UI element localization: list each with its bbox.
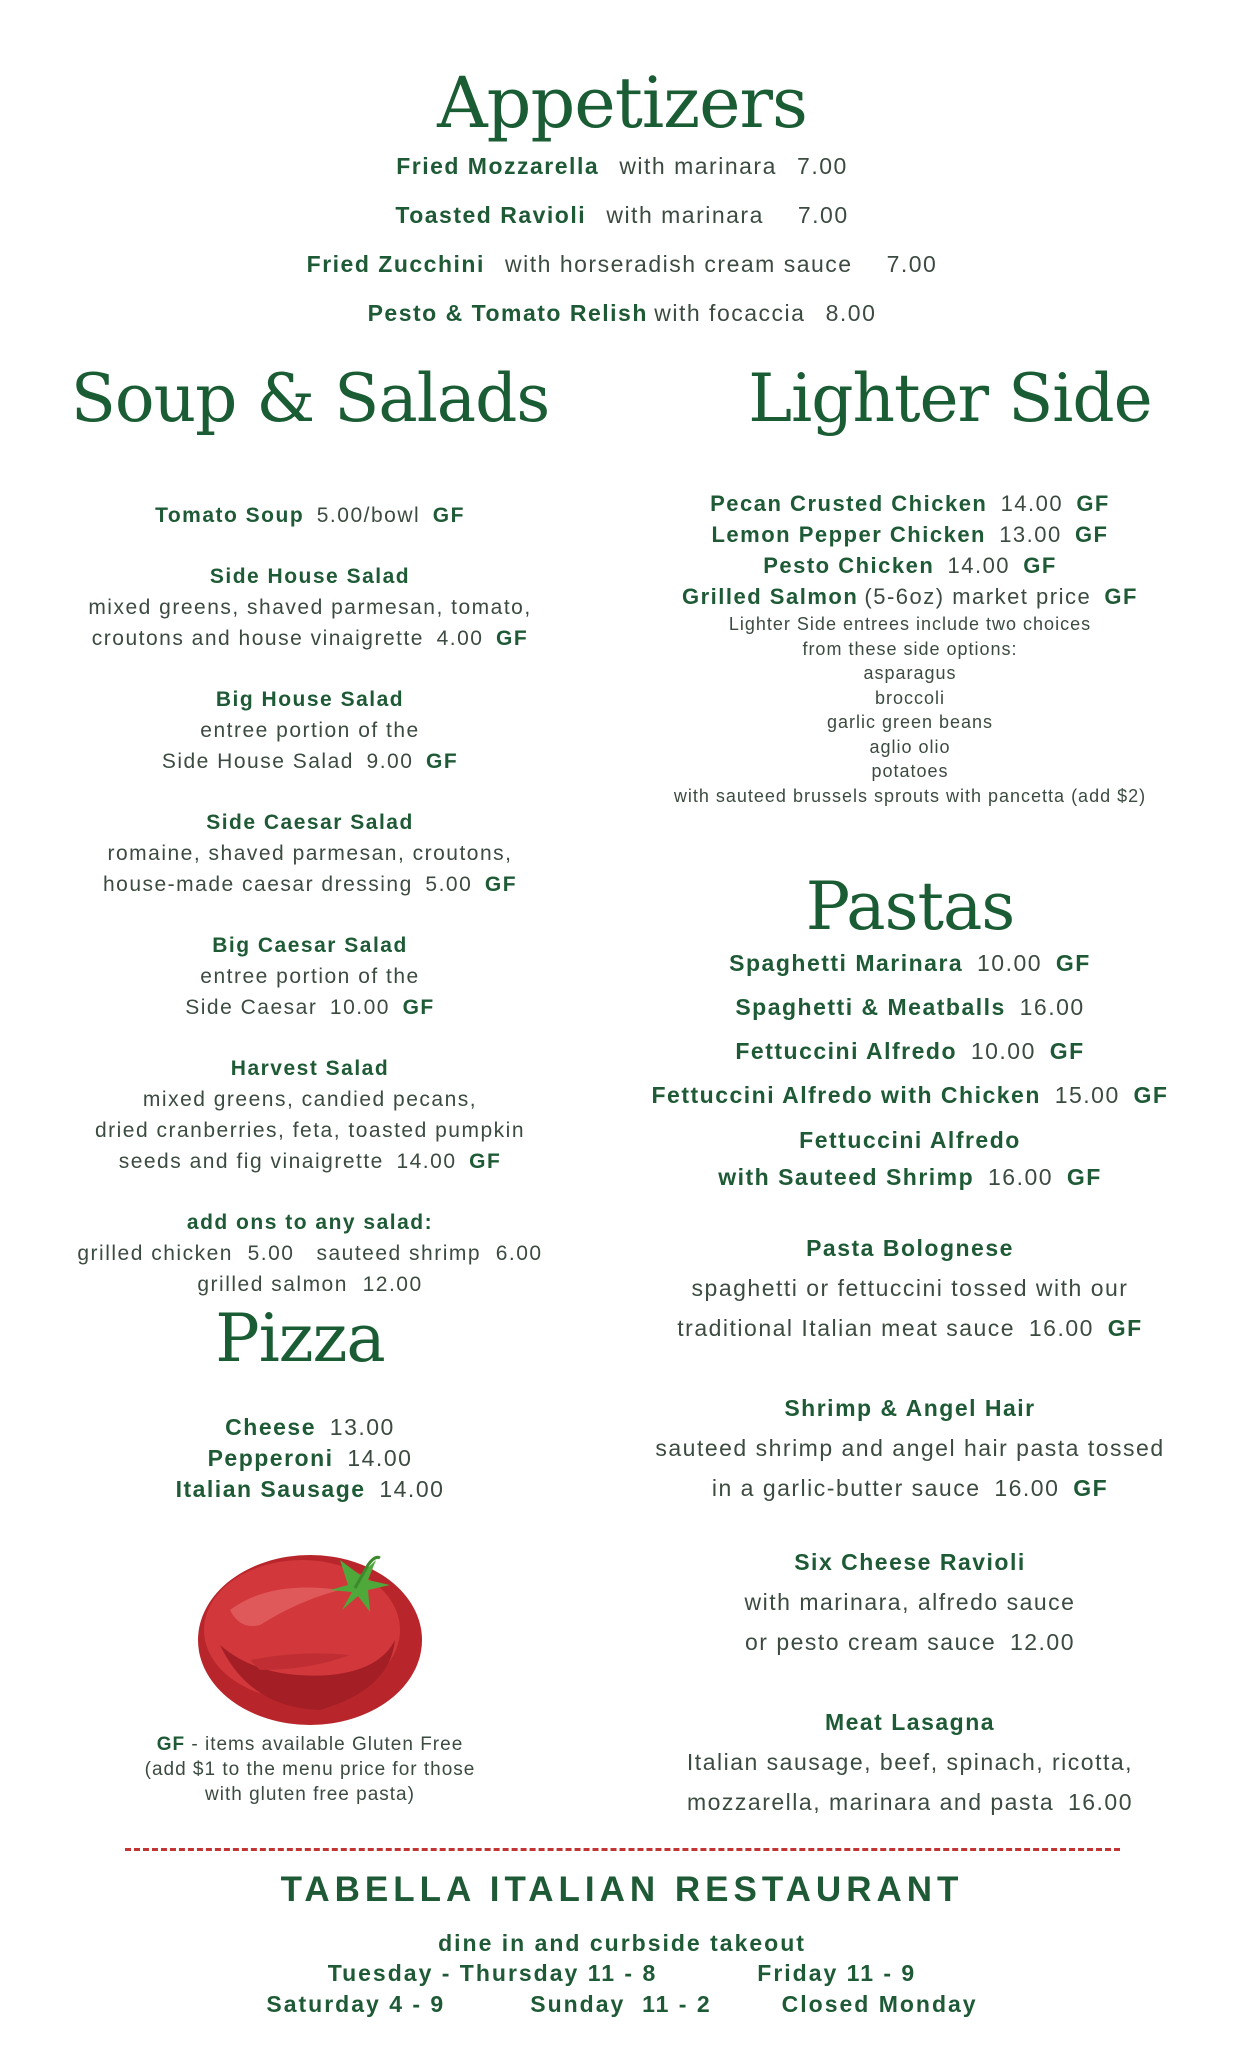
gf-badge: GF [1073,1475,1109,1501]
menu-item-fettuccini-chicken [600,1082,1220,1109]
addons-line: grilled salmon 12.00 [197,1273,423,1296]
item-name: Fried Zucchini [306,251,485,277]
menu-item-side-house-salad [40,561,580,654]
item-price: 10.00 [977,950,1043,976]
item-name: Side House Salad [209,565,411,588]
gf-note-line: with gluten free pasta) [205,1784,415,1805]
item-desc: seeds and fig vinaigrette [118,1150,384,1173]
item-price: 7.00 [886,251,938,277]
item-price: 16.00 [1067,1789,1134,1815]
item-name: Tomato Soup [155,504,305,527]
item-desc: with marinara, alfredo sauce [744,1589,1076,1615]
menu-item-shrimp-angel-hair [600,1388,1220,1508]
item-price: 4.00 [436,627,484,650]
hours-saturday: Saturday 4 - 9 [266,1991,446,2017]
appetizer-item [0,300,1244,327]
item-name: Big Caesar Salad [212,934,408,957]
gf-badge: GF [1066,1164,1102,1190]
lighter-side-sides [600,612,1220,808]
item-price: 14.00 [947,553,1011,578]
item-name: Pesto Chicken [763,553,935,578]
menu-item-big-caesar-salad [40,930,580,1023]
menu-item-pasta-bolognese [600,1228,1220,1348]
item-name: Lemon Pepper Chicken [711,522,986,547]
appetizer-item [0,251,1244,278]
item-price: 14.00 [1000,491,1064,516]
item-name: Big House Salad [215,688,405,711]
side-option: broccoli [874,687,946,708]
item-name: Six Cheese Ravioli [794,1549,1026,1575]
gf-badge: GF [432,504,465,527]
appetizers-heading: Appetizers [437,62,807,144]
gf-badge: GF [402,996,435,1019]
item-name: Pesto & Tomato Relish [367,300,648,326]
item-price: 9.00 [366,750,414,773]
item-desc: or pesto cream sauce [744,1629,997,1655]
hours-row [0,1991,1244,2018]
item-price: 5.00/bowl [316,504,421,527]
lighter-side-list [600,488,1220,612]
item-price: 16.00 [1019,994,1085,1020]
hours-friday: Friday 11 - 9 [757,1960,917,1986]
item-desc: traditional Italian meat sauce [677,1315,1016,1341]
gf-badge: GF [426,750,459,773]
hours-row [0,1960,1244,1987]
gf-badge: GF [1023,553,1057,578]
item-desc: with marinara [619,153,777,179]
sides-note: Lighter Side entrees include two choices [728,614,1092,634]
item-desc: with focaccia [654,300,806,326]
item-name: Fettuccini Alfredo [735,1038,958,1064]
menu-item-fettuccini-shrimp [600,1122,1220,1196]
gf-badge: GF [496,627,529,650]
item-price: 13.00 [329,1414,395,1440]
menu-item-meat-lasagna [600,1702,1220,1822]
gf-badge: GF [1076,491,1110,516]
gf-note-line: - items available Gluten Free [185,1734,464,1755]
item-desc: Side Caesar [185,996,318,1019]
item-desc: entree portion of the [200,719,420,742]
item-price: 16.00 [987,1164,1054,1190]
gf-note-line: (add $1 to the menu price for those [144,1759,476,1780]
side-option: aglio olio [869,736,951,757]
hours-weekday: Tuesday - Thursday 11 - 8 [327,1960,658,1986]
item-price: 13.00 [999,522,1062,547]
restaurant-name: TABELLA ITALIAN RESTAURANT [280,1870,964,1909]
gluten-free-note [100,1732,520,1807]
gf-badge: GF [1107,1315,1143,1341]
item-price: 14.00 [347,1445,413,1471]
item-desc: mixed greens, shaved parmesan, tomato, [88,596,532,619]
service-note: dine in and curbside takeout [438,1930,806,1956]
pizza-list [40,1412,580,1505]
menu-item-big-house-salad [40,684,580,777]
item-desc: Italian sausage, beef, spinach, ricotta, [686,1749,1134,1775]
gf-badge: GF [1133,1082,1169,1108]
gf-badge: GF [1074,522,1109,547]
addons-title: add ons to any salad: [186,1211,434,1234]
item-name: Fettuccini Alfredo with Chicken [651,1082,1041,1108]
item-desc: with marinara [606,202,764,228]
item-price: 7.00 [797,153,848,179]
item-price: 12.00 [1009,1629,1076,1655]
item-price: 16.00 [994,1475,1060,1501]
footer-divider [125,1848,1120,1851]
item-name: Toasted Ravioli [395,202,587,228]
item-desc: dried cranberries, feta, toasted pumpkin [94,1119,526,1142]
item-price: 15.00 [1054,1082,1120,1108]
item-price: 16.00 [1028,1315,1094,1341]
appetizer-item [0,153,1244,180]
item-desc: entree portion of the [200,965,420,988]
soup-salads-heading: Soup & Salads [70,360,550,437]
gf-badge: GF [1049,1038,1085,1064]
item-price: 10.00 [329,996,390,1019]
appetizer-item [0,202,1244,229]
item-name: Side Caesar Salad [206,811,414,834]
item-desc: mixed greens, candied pecans, [142,1088,478,1111]
item-desc: sauteed shrimp and angel hair pasta tossed [655,1435,1165,1461]
item-desc: spaghetti or fettuccini tossed with our [691,1275,1129,1301]
menu-item-side-caesar-salad [40,807,580,900]
item-price: 8.00 [825,300,877,326]
item-desc: Side House Salad [161,750,354,773]
item-name: Harvest Salad [230,1057,390,1080]
item-name: Pasta Bolognese [806,1235,1014,1261]
item-desc: romaine, shaved parmesan, croutons, [107,842,513,865]
item-desc: with horseradish cream sauce [505,251,853,277]
item-name: Spaghetti & Meatballs [735,994,1006,1020]
item-price: 10.00 [970,1038,1036,1064]
menu-item-six-cheese-ravioli [600,1542,1220,1662]
item-name: Fried Mozzarella [396,153,600,179]
item-name: Pecan Crusted Chicken [710,491,988,516]
item-name: Grilled Salmon [682,584,859,609]
pastas-heading: Pastas [805,868,1015,945]
menu-item-spaghetti-meatballs [600,994,1220,1021]
menu-item-spaghetti-marinara [600,950,1220,977]
item-name: with Sauteed Shrimp [718,1164,975,1190]
pizza-heading: Pizza [215,1300,385,1377]
side-option: asparagus [863,663,957,683]
item-price: 14.00 [396,1150,457,1173]
item-name: Meat Lasagna [824,1709,996,1735]
addons-line: grilled chicken 5.00 sauteed shrimp 6.00 [77,1242,543,1265]
gf-badge: GF [1104,584,1138,609]
item-price: 5.00 [425,873,473,896]
gf-badge: GF [484,873,518,896]
item-name: Shrimp & Angel Hair [784,1395,1036,1421]
gf-label: GF [156,1734,186,1755]
menu-item-tomato-soup [40,500,580,531]
item-desc: in a garlic-butter sauce [711,1475,981,1501]
item-desc: mozzarella, marinara and pasta [686,1789,1055,1815]
salad-addons [40,1207,580,1300]
item-name: Spaghetti Marinara [729,950,964,976]
item-desc: croutons and house vinaigrette [91,627,424,650]
tomato-illustration [190,1530,430,1730]
side-option: with sauteed brussels sprouts with pancetta (add $2) [673,785,1147,806]
menu-item-fettuccini-alfredo [600,1038,1220,1065]
side-option: potatoes [871,761,949,781]
side-option: garlic green beans [826,712,994,732]
menu-item-harvest-salad [40,1053,580,1177]
gf-badge: GF [1055,950,1091,976]
hours-closed: Closed Monday [781,1991,978,2017]
hours-sunday: Sunday 11 - 2 [530,1991,712,2017]
item-name: Fettuccini Alfredo [799,1127,1021,1153]
item-price: 14.00 [379,1476,445,1502]
item-desc: house-made caesar dressing [102,873,413,896]
gf-badge: GF [469,1150,502,1173]
item-price: 7.00 [797,202,849,228]
item-desc: (5-6oz) market price [864,584,1092,609]
item-name: Cheese [225,1414,316,1440]
item-name: Italian Sausage [175,1476,366,1502]
item-name: Pepperoni [207,1445,334,1471]
lighter-side-heading: Lighter Side [748,360,1152,437]
sides-note: from these side options: [802,638,1018,659]
